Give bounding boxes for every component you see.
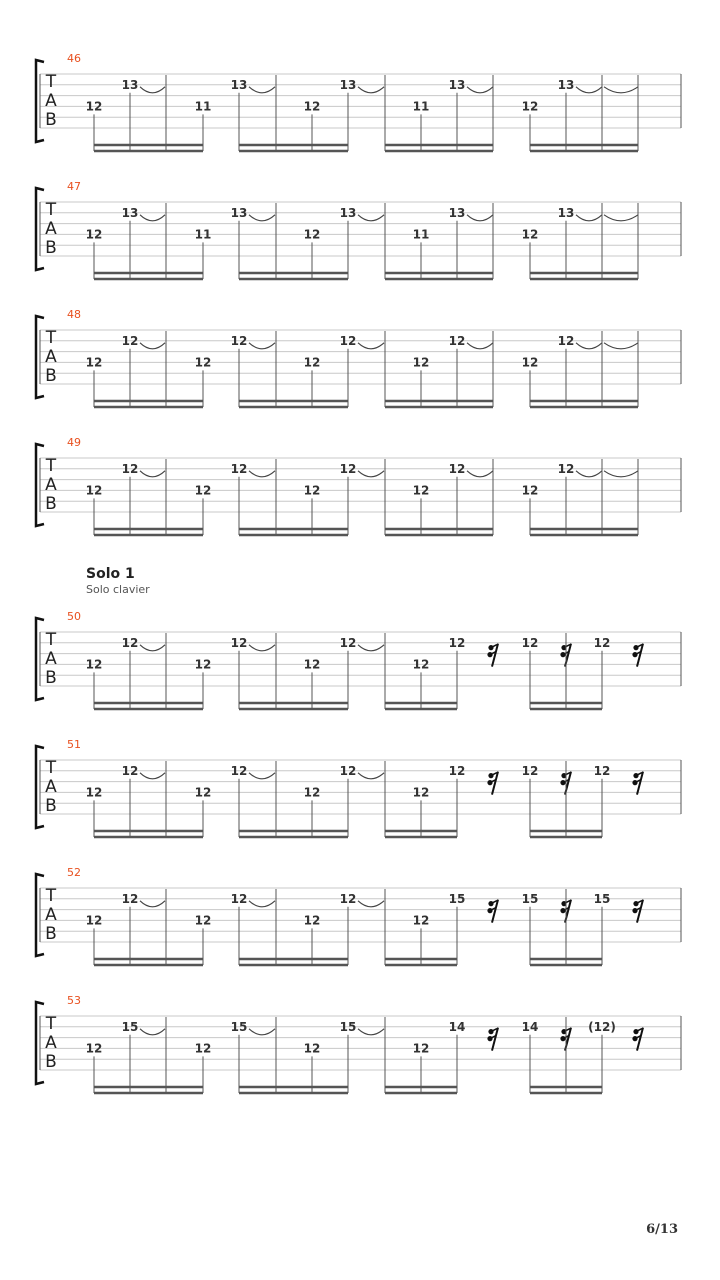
fret-number: 14	[521, 1019, 539, 1034]
tab-clef-letter: A	[45, 219, 57, 239]
tab-clef-letter: A	[45, 475, 57, 495]
page-number: 6/13	[646, 1222, 678, 1237]
tie-arc	[358, 215, 384, 221]
tab-clef-letter: A	[45, 91, 57, 111]
tie-arc	[358, 1029, 384, 1035]
tie-arc	[604, 215, 638, 221]
fret-number: 12	[448, 635, 466, 650]
staff-system	[36, 52, 681, 151]
tab-clef-letter: A	[45, 649, 57, 669]
tab-clef-letter: B	[45, 796, 57, 816]
fret-number: 13	[121, 205, 139, 220]
fret-number: 13	[448, 77, 466, 92]
measure-number: 48	[67, 308, 81, 321]
fret-number: 12	[412, 785, 430, 800]
tab-clef-letter: B	[45, 1052, 57, 1072]
fret-number: 12	[303, 355, 321, 370]
tab-clef-letter: T	[45, 456, 57, 476]
fret-number: 12	[85, 99, 103, 114]
tie-arc	[604, 471, 638, 477]
tab-clef-letter: T	[45, 200, 57, 220]
fret-number: 12	[303, 483, 321, 498]
tab-clef-letter: B	[45, 924, 57, 944]
fret-number: 12	[194, 355, 212, 370]
tab-clef-letter: B	[45, 366, 57, 386]
fret-number: 12	[448, 333, 466, 348]
tie-arc	[140, 343, 165, 349]
tie-arc	[249, 343, 275, 349]
fret-number: 12	[339, 333, 357, 348]
tab-clef-letter: B	[45, 494, 57, 514]
fret-number: 12	[412, 657, 430, 672]
fret-number: 12	[339, 891, 357, 906]
fret-number: 13	[230, 205, 248, 220]
fret-number: 11	[194, 99, 212, 114]
tie-arc	[249, 471, 275, 477]
tie-arc	[576, 471, 602, 477]
fret-number: 13	[230, 77, 248, 92]
tab-clef-letter: A	[45, 347, 57, 367]
tie-arc	[604, 343, 638, 349]
tie-arc	[358, 901, 384, 907]
fret-number: 12	[521, 99, 539, 114]
fret-number: 12	[448, 461, 466, 476]
tie-arc	[467, 215, 493, 221]
fret-number: 12	[121, 333, 139, 348]
fret-number: 12	[85, 913, 103, 928]
fret-number: 12	[85, 227, 103, 242]
fret-number: 11	[194, 227, 212, 242]
fret-number: 12	[85, 483, 103, 498]
fret-number: 11	[412, 99, 430, 114]
fret-number: 15	[339, 1019, 357, 1034]
tab-clef-letter: B	[45, 238, 57, 258]
tie-arc	[140, 773, 165, 779]
fret-number: 12	[521, 483, 539, 498]
tie-arc	[249, 645, 275, 651]
tie-arc	[140, 645, 165, 651]
fret-number: 12	[521, 355, 539, 370]
fret-number: 12	[121, 635, 139, 650]
fret-number: 12	[230, 635, 248, 650]
tab-clef-letter: T	[45, 630, 57, 650]
fret-number: 11	[412, 227, 430, 242]
fret-number: 13	[121, 77, 139, 92]
tie-arc	[576, 343, 602, 349]
tie-arc	[358, 87, 384, 93]
fret-number: 12	[339, 635, 357, 650]
tie-arc	[140, 215, 165, 221]
fret-number: 14	[448, 1019, 466, 1034]
tie-arc	[249, 215, 275, 221]
fret-number: 12	[303, 99, 321, 114]
fret-number: (12)	[588, 1019, 616, 1034]
tab-clef-letter: T	[45, 328, 57, 348]
tie-arc	[140, 1029, 165, 1035]
fret-number: 12	[593, 763, 611, 778]
fret-number: 12	[412, 355, 430, 370]
measure-number: 49	[67, 436, 81, 449]
tie-arc	[467, 87, 493, 93]
fret-number: 13	[339, 205, 357, 220]
fret-number: 13	[339, 77, 357, 92]
tab-clef-letter: T	[45, 886, 57, 906]
tie-arc	[249, 87, 275, 93]
tie-arc	[140, 901, 165, 907]
fret-number: 12	[557, 461, 575, 476]
tab-clef-letter: B	[45, 110, 57, 130]
fret-number: 12	[412, 483, 430, 498]
tie-arc	[358, 773, 384, 779]
fret-number: 15	[448, 891, 466, 906]
tie-arc	[576, 87, 602, 93]
fret-number: 12	[194, 913, 212, 928]
tie-arc	[140, 471, 165, 477]
section-subtitle: Solo clavier	[86, 583, 150, 596]
tie-arc	[467, 343, 493, 349]
tie-arc	[576, 215, 602, 221]
tab-clef-letter: A	[45, 777, 57, 797]
staff-system	[36, 610, 681, 709]
staff-system	[36, 180, 681, 279]
fret-number: 12	[121, 461, 139, 476]
fret-number: 12	[194, 785, 212, 800]
tie-arc	[249, 773, 275, 779]
fret-number: 12	[194, 657, 212, 672]
measure-number: 50	[67, 610, 81, 623]
fret-number: 13	[557, 77, 575, 92]
fret-number: 12	[85, 1041, 103, 1056]
fret-number: 12	[412, 1041, 430, 1056]
fret-number: 15	[593, 891, 611, 906]
tie-arc	[358, 471, 384, 477]
fret-number: 12	[412, 913, 430, 928]
tab-clef-letter: T	[45, 758, 57, 778]
tie-arc	[604, 87, 638, 93]
staff-system	[36, 994, 681, 1093]
fret-number: 12	[303, 1041, 321, 1056]
fret-number: 12	[303, 785, 321, 800]
fret-number: 12	[194, 483, 212, 498]
fret-number: 12	[85, 657, 103, 672]
tie-arc	[249, 1029, 275, 1035]
fret-number: 12	[593, 635, 611, 650]
fret-number: 12	[303, 657, 321, 672]
measure-number: 46	[67, 52, 81, 65]
fret-number: 12	[230, 763, 248, 778]
measure-number: 47	[67, 180, 81, 193]
fret-number: 12	[85, 785, 103, 800]
staff-system	[36, 866, 681, 965]
fret-number: 12	[121, 763, 139, 778]
fret-number: 12	[339, 763, 357, 778]
tab-clef-letter: B	[45, 668, 57, 688]
staff-system	[36, 308, 681, 407]
fret-number: 15	[121, 1019, 139, 1034]
fret-number: 12	[121, 891, 139, 906]
tab-clef-letter: T	[45, 72, 57, 92]
fret-number: 12	[303, 227, 321, 242]
tie-arc	[358, 343, 384, 349]
fret-number: 12	[521, 763, 539, 778]
fret-number: 13	[557, 205, 575, 220]
fret-number: 15	[230, 1019, 248, 1034]
measure-number: 52	[67, 866, 81, 879]
tie-arc	[140, 87, 165, 93]
fret-number: 12	[521, 227, 539, 242]
section-title: Solo 1	[86, 566, 135, 582]
fret-number: 12	[230, 891, 248, 906]
measure-number: 53	[67, 994, 81, 1007]
fret-number: 12	[230, 333, 248, 348]
tab-clef-letter: T	[45, 1014, 57, 1034]
tie-arc	[358, 645, 384, 651]
fret-number: 12	[85, 355, 103, 370]
fret-number: 15	[521, 891, 539, 906]
tab-clef-letter: A	[45, 905, 57, 925]
tab-clef-letter: A	[45, 1033, 57, 1053]
tie-arc	[467, 471, 493, 477]
staff-system	[36, 436, 681, 535]
fret-number: 12	[521, 635, 539, 650]
measure-number: 51	[67, 738, 81, 751]
fret-number: 12	[303, 913, 321, 928]
staff-system	[36, 738, 681, 837]
fret-number: 12	[339, 461, 357, 476]
tie-arc	[249, 901, 275, 907]
fret-number: 12	[194, 1041, 212, 1056]
fret-number: 12	[230, 461, 248, 476]
fret-number: 13	[448, 205, 466, 220]
fret-number: 12	[557, 333, 575, 348]
fret-number: 12	[448, 763, 466, 778]
